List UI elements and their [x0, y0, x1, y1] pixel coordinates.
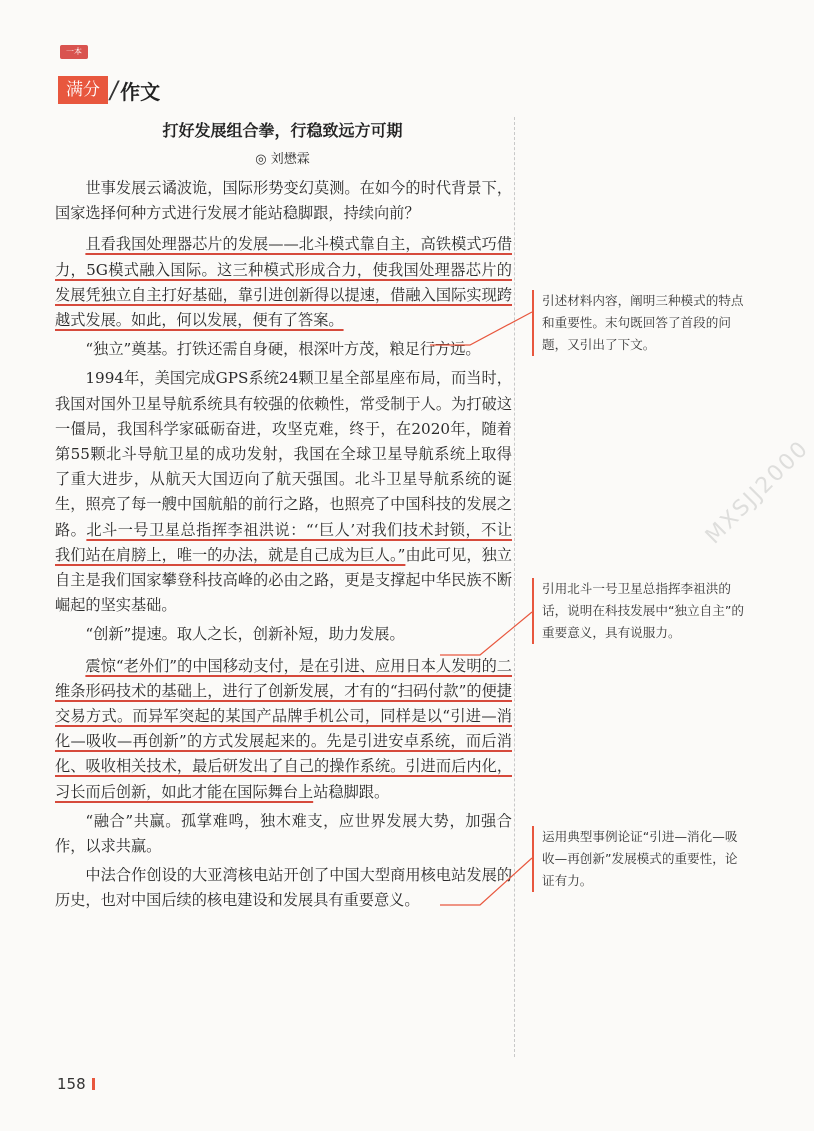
- highlighted-passage: 且看我国处理器芯片的发展——北斗模式靠自主，高铁模式巧借力，5G模式融入国际。这三种模式形成合力，使我国处理器芯片的发展凭独立自主打好基础，靠引进创新得以提速，借融入国际实现跨越式发展。如此，何以发展，便有了答案。: [55, 235, 512, 330]
- paragraph: 中法合作创设的大亚湾核电站开创了中国大型商用核电站发展的历史，也对中国后续的核电建设和发展具有重要意义。: [55, 866, 512, 910]
- section-label: 满分: [58, 76, 108, 104]
- header-slash: /: [107, 76, 121, 104]
- paragraph: “创新”提速。取人之长，创新补短，助力发展。: [85, 625, 405, 644]
- margin-note: 引用北斗一号卫星总指挥李祖洪的话，说明在科技发展中“独立自主”的重要意义，具有说服力。: [532, 578, 747, 644]
- paragraph: 1994年，美国完成GPS系统24颗卫星全部星座布局，而当时，我国对国外卫星导航系统具有较强的依赖性，常受制于人。为打破这一僵局，我国科学家砥砺奋进，攻坚克难，终于，在2020年，随着第55颗北斗导航卫星的成功发射，我国在全球卫星导航系统上取得了重大进步，从航天大国迈向了航天强国。北斗卫星导航系统的诞生，照亮了每一艘中国航船的前行之路，也照亮了中国科技的发展之路。北斗一号卫星总指挥李祖洪说：“‘巨人’对我们技术封锁，不让我们站在肩膀上，唯一的办法，就是自己成为巨人。”由此可见，独立自主是我们国家攀登科技高峰的必由之路，更是支撑起中华民族不断崛起的坚实基础。: [55, 369, 513, 615]
- paragraph: 震惊“老外们”的中国移动支付，是在引进、应用日本人发明的二维条形码技术的基础上，进行了创新发展，才有的“扫码付款”的便捷交易方式。而异军突起的某国产品牌手机公司，同样是以“引进—消化—吸收—再创新”的方式发展起来的。先是引进安卓系统，而后消化、吸收相关技术，最后研发出了自己的操作系统。引进而后内化，习长而后创新，如此才能在国际舞台上站稳脚跟。: [55, 656, 512, 801]
- connector-line-1: [430, 312, 532, 345]
- margin-note: 引述材料内容，阐明三种模式的特点和重要性。末句既回答了首段的问题，又引出了下文。: [532, 290, 747, 356]
- corner-tag: 一本: [60, 45, 88, 59]
- article-title: 打好发展组合拳，行稳致远方可期: [162, 121, 403, 140]
- paragraph: “独立”奠基。打铁还需自身硬，根深叶方茂，粮足行方远。: [85, 340, 481, 359]
- connector-line-2: [440, 612, 532, 655]
- page-number-bar: [92, 1078, 95, 1090]
- watermark: MXSJJ2000: [700, 435, 814, 550]
- highlighted-quote: 北斗一号卫星总指挥李祖洪说：“‘巨人’对我们技术封锁，不让我们站在肩膀上，唯一的办法，就是自己成为巨人。”: [55, 520, 513, 564]
- paragraph: “融合”共赢。孤掌难鸣，独木难支，应世界发展大势，加强合作，以求共赢。: [55, 811, 512, 856]
- margin-note: 运用典型事例论证“引进—消化—吸收—再创新”发展模式的重要性，论证有力。: [532, 826, 747, 892]
- paragraph: 世事发展云谲波诡，国际形势变幻莫测。在如今的时代背景下，国家选择何种方式进行发展才能站稳脚跟，持续向前？: [55, 179, 512, 223]
- connector-line-3: [440, 858, 532, 905]
- highlighted-example: 震惊“老外们”的中国移动支付，是在引进、应用日本人发明的二维条形码技术的基础上，进行了创新发展，才有的“扫码付款”的便捷交易方式。而异军突起的某国产品牌手机公司，同样是以“引进—消化—吸收—再创新”的方式发展起来的。先是引进安卓系统，而后消化、吸收相关技术，最后研发出了自己的操作系统。引进而后内化，习长而后创新，如此才能在国际舞台上: [55, 656, 512, 801]
- article-author: ◎ 刘懋霖: [255, 152, 310, 167]
- section-title: 作文: [120, 79, 161, 104]
- page-number: 158: [57, 1075, 95, 1093]
